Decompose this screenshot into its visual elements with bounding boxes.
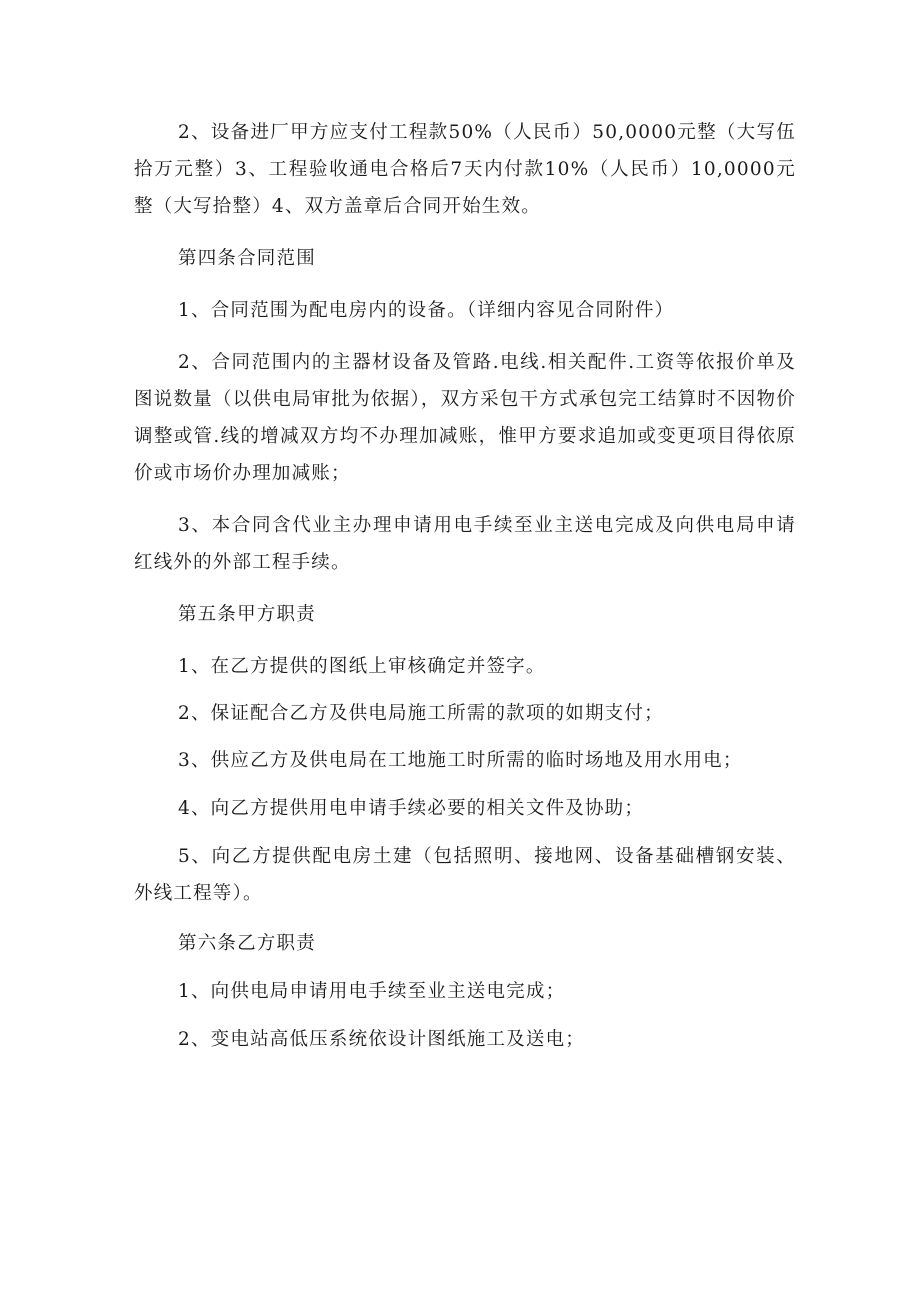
article-6-item-2: 2、变电站高低压系统依设计图纸施工及送电； <box>178 1029 585 1050</box>
article-6-item-1: 1、向供电局申请用电手续至业主送电完成； <box>178 981 566 1002</box>
article-4-item-2: 2、合同范围内的主器材设备及管路.电线.相关配件.工资等依报价单及图说数量（以供电局审批为依据），双方采包干方式承包完工结算时不因物价调整或管.线的增减双方均不办理加减账，惟甲方要求追加或变更项目得依原价或市场价办理加减账； <box>134 352 796 484</box>
article-4-item-3: 3、本合同含代业主办理申请用电手续至业主送电完成及向供电局申请红线外的外部工程手续。 <box>134 515 796 573</box>
article-4-item-1: 1、合同范围为配电房内的设备。（详细内容见合同附件） <box>178 300 675 321</box>
section-heading-article-4: 第四条合同范围 <box>178 248 316 269</box>
article-5-item-5: 5、向乙方提供配电房土建（包括照明、接地网、设备基础槽钢安装、外线工程等）。 <box>134 846 796 904</box>
article-5-item-4: 4、向乙方提供用电申请手续必要的相关文件及协助； <box>178 798 645 819</box>
article-5-item-2: 2、保证配合乙方及供电局施工所需的款项的如期支付； <box>178 703 664 724</box>
section-heading-article-5: 第五条甲方职责 <box>178 604 316 625</box>
article-5-item-3: 3、供应乙方及供电局在工地施工时所需的临时场地及用水用电； <box>178 750 743 771</box>
article-5-item-1: 1、在乙方提供的图纸上审核确定并签字。 <box>178 656 546 677</box>
document-body <box>134 114 796 1058</box>
clause-payment-schedule: 2、设备进厂甲方应支付工程款50%（人民币）50,0000元整（大写伍拾万元整）3、工程验收通电合格后7天内付款10%（人民币）10,0000元整（大写拾整）4、双方盖章后合同开始生效。 <box>134 122 796 217</box>
section-heading-article-6: 第六条乙方职责 <box>178 933 316 954</box>
